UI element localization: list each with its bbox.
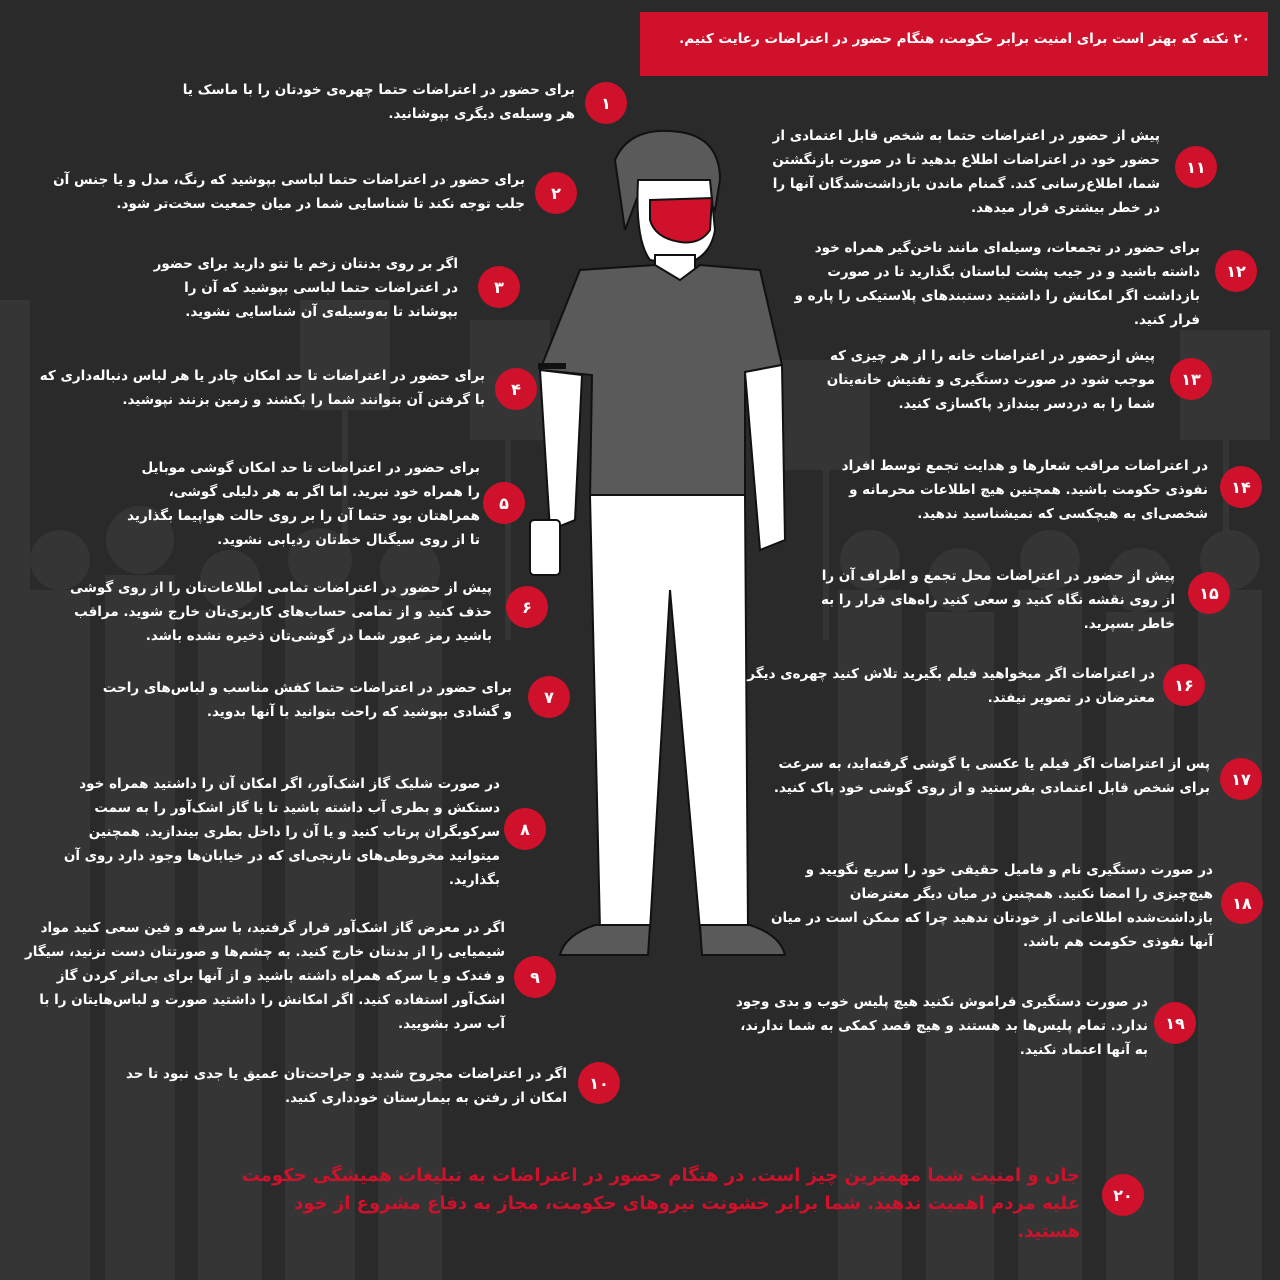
tip-number-badge: ۴ <box>495 368 537 410</box>
tip-number-badge: ۱۹ <box>1154 1002 1196 1044</box>
tip-text: در صورت دستگیری فراموش نکنید هیچ پلیس خوب و بدی وجود ندارد. تمام پلیس‌ها بد هستند و هیچ قصد کمکی به شما ندارند، به آنها اعتماد نکنید. <box>735 994 1148 1058</box>
tip-number-badge: ۱ <box>585 82 627 124</box>
tip-number-badge: ۱۳ <box>1170 358 1212 400</box>
tip-number-badge: ۱۷ <box>1220 758 1262 800</box>
tip-number-badge: ۱۲ <box>1215 250 1257 292</box>
tip-number-badge: ۱۴ <box>1220 466 1262 508</box>
tip-text: برای حضور در اعتراضات حتما کفش مناسب و لباس‌های راحت و گشادی بپوشید که راحت بتوانید با آنها بدوید. <box>102 680 512 720</box>
tip-number-badge: ۵ <box>483 482 525 524</box>
tip-text: در اعتراضات مراقب شعارها و هدایت تجمع توسط افراد نفوذی حکومت باشید. همچنین هیچ اطلاعات محرمانه و شخصی‌ای به هیچکسی که نمیشناسید ندهید. <box>841 458 1208 522</box>
tip-number-badge: ۱۶ <box>1163 664 1205 706</box>
tip-number-badge: ۱۸ <box>1221 882 1263 924</box>
tip-number-badge: ۳ <box>478 266 520 308</box>
tip-number-badge: ۱۱ <box>1175 146 1217 188</box>
tip-text: پیش از حضور در اعتراضات حتما به شخص قابل اعتمادی از حضور خود در اعتراضات اطلاع بدهید تا در صورت بازنگشتن شما، اطلاع‌رسانی کند. گمنام ماندن بازداشت‌شدگان آنها را در خطر بیشتری قرار میدهد. <box>772 128 1160 216</box>
tip-number-badge: ۶ <box>506 586 548 628</box>
page-header <box>640 12 1268 76</box>
tip-text: برای حضور در اعتراضات حتما چهره‌ی خودتان را با ماسک یا هر وسیله‌ی دیگری بپوشانید. <box>182 82 575 122</box>
tip-number-badge: ۱۰ <box>578 1062 620 1104</box>
tip-text: پس از اعتراضات اگر فیلم یا عکسی با گوشی گرفته‌اید، به سرعت برای شخص قابل اعتمادی بفرستید و از روی گوشی خود پاک کنید. <box>773 756 1210 796</box>
final-tip-text: جان و امنیت شما مهمترین چیز است. در هنگام حضور در اعتراضات به تبلیغات همیشگی حکومت علیه مردم اهمیت ندهید. شما برابر خشونت نیروهای حکومت، مجاز به دفاع مشروع از خود هستید. <box>241 1165 1080 1242</box>
tip-text: اگر در معرض گاز اشک‌آور قرار گرفتید، با سرفه و فین سعی کنید مواد شیمیایی را از بدنتان خارج کنید. به چشم‌ها و صورتتان دست نزنید، سیگار و فندک و یا سرکه همراه داشته باشید و از آنها برای بی‌اثر کردن گاز اشک‌آور استفاده کنید. اگر امکانش را داشتید صورت و لباس‌هایتان را با آب سرد بشویید. <box>24 920 505 1032</box>
tip-number-badge: ۲ <box>535 172 577 214</box>
tip-text: برای حضور در تجمعات، وسیله‌ای مانند ناخن‌گیر همراه خود داشته باشید و در جیب پشت لباستان بگذارید تا در صورت بازداشت اگر امکانش را داشتید دستبندهای پلاستیکی را پاره و فرار کنید. <box>794 240 1200 328</box>
tip-number-badge: ۸ <box>504 808 546 850</box>
tip-number-badge: ۷ <box>528 676 570 718</box>
final-tip-number-badge: ۲۰ <box>1102 1174 1144 1216</box>
tip-text: پیش از حضور در اعتراضات محل تجمع و اطراف آن را از روی نقشه نگاه کنید و سعی کنید راه‌های فرار را به خاطر بسپرید. <box>820 568 1175 632</box>
tip-number-badge: ۱۵ <box>1188 572 1230 614</box>
tip-text: پیش ازحضور در اعتراضات خانه را از هر چیزی که موجب شود در صورت دستگیری و تفتیش خانه‌یتان شما را به دردسر بیندازد پاکسازی کنید. <box>826 348 1155 412</box>
tip-text: در صورت دستگیری نام و فامیل حقیقی خود را سریع نگویید و هیچ‌چیزی را امضا نکنید. همچنین در میان دیگر معترضان بازداشت‌شده اطلاعاتی از خودتان ندهید چرا که ممکن است در میان آنها نفوذی حکومت هم باشد. <box>771 862 1213 950</box>
tip-text: برای حضور در اعتراضات تا حد امکان چادر یا هر لباس دنباله‌داری که با گرفتن آن بتوانند شما را بکشند و زمین بزنند نپوشید. <box>39 368 485 408</box>
tip-text: در اعتراضات اگر میخواهید فیلم بگیرید تلاش کنید چهره‌ی دیگر معترضان در تصویر نیفتد. <box>747 666 1155 706</box>
tip-text: در صورت شلیک گاز اشک‌آور، اگر امکان آن را داشتید همراه خود دستکش و بطری آب داشته باشید تا یا گاز اشک‌آور را به سمت سرکوبگران پرتاب کنید و یا آن را داخل بطری بیندازید. همچنین میتوانید مخروطی‌های نارنجی‌ای که در خیابان‌ها وجود دارد روی آن بگذارید. <box>63 776 500 888</box>
tip-text: برای حضور در اعتراضات حتما لباسی بپوشید که رنگ، مدل و یا جنس آن جلب توجه نکند تا شناسایی شما در میان جمعیت سخت‌تر شود. <box>53 172 525 212</box>
tip-text: اگر در اعتراضات مجروح شدید و جراحت‌تان عمیق یا جدی نبود تا حد امکان از رفتن به بیمارستان خودداری کنید. <box>125 1066 567 1106</box>
tip-text: برای حضور در اعتراضات تا حد امکان گوشی موبایل را همراه خود نبرید. اما اگر به هر دلیلی گوشی، همراهتان بود حتما آن را بر روی حالت هواپیما بگذارید تا از روی سیگنال خط‌تان ردیابی نشوید. <box>127 460 480 548</box>
page-title: ۲۰ نکته که بهتر است برای امنیت برابر حکومت، هنگام حضور در اعتراضات رعایت کنیم. <box>679 31 1250 47</box>
phone-icon <box>530 520 560 575</box>
tip-text: اگر بر روی بدنتان زخم یا تتو دارید برای حضور در اعتراضات حتما لباسی بپوشید که آن را بپوشاند تا به‌وسیله‌ی آن شناسایی نشوید. <box>153 256 458 320</box>
tip-text: پیش از حضور در اعتراضات تمامی اطلاعات‌تان را از روی گوشی حذف کنید و از تمامی حساب‌های کاربری‌تان خارج شوید. مراقب باشید رمز عبور شما در گوشی‌تان ذخیره نشده باشد. <box>70 580 492 644</box>
protester-figure-illustration <box>520 120 800 1120</box>
tip-number-badge: ۹ <box>514 956 556 998</box>
